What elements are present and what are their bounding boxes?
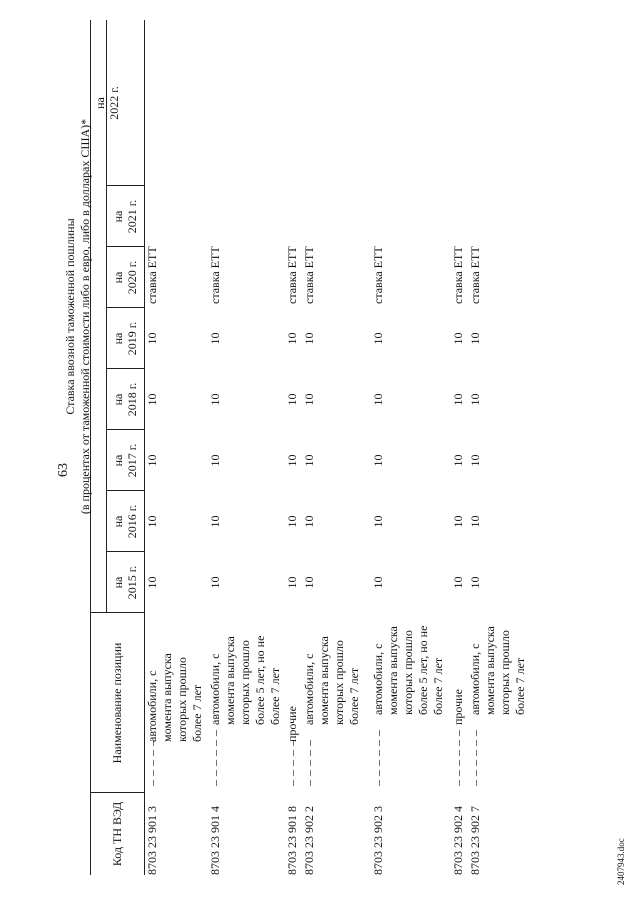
table-row-4-value-2017: 10 — [302, 454, 316, 467]
year-2022: 2022 г. — [107, 86, 121, 120]
table-row-2-desc-line-2: момента выпуска — [223, 636, 237, 725]
page-number: 63 — [56, 463, 71, 477]
table-row-1-value-2017: 10 — [145, 454, 159, 467]
table-row-5-desc-line-3: которых прошло — [401, 630, 415, 715]
table-row-1-desc-line-3: которых прошло — [175, 657, 189, 742]
table-row-2-desc-line-3: которых прошло — [238, 640, 252, 725]
table-row-1-value-2019: 10 — [145, 332, 159, 345]
table-row-2-value-2019: 10 — [208, 332, 222, 345]
table-row-7-dashes: – – – – – – — [468, 729, 482, 786]
table-row-1-value-2020: ставка ЕТТ — [145, 246, 159, 304]
table-row-7-code: 8703 23 902 7 — [468, 806, 482, 875]
table-row-7-value-2019: 10 — [468, 332, 482, 345]
table-row-6-desc-line-1: прочие — [451, 689, 465, 725]
table-row-5-desc-line-5: более 7 лет — [431, 657, 445, 715]
year-2021: 2021 г. — [125, 199, 139, 234]
table-row-4-desc-line-2: момента выпуска — [317, 636, 331, 725]
table-row-5-value-2016: 10 — [371, 515, 385, 528]
table-row-7-desc-line-3: которых прошло — [498, 630, 512, 715]
table-row-3-value-2015: 10 — [285, 576, 299, 589]
table-row-4-value-2016: 10 — [302, 515, 316, 528]
header-code: Код ТН ВЭД — [110, 801, 124, 867]
table-row-3-dashes: – – – – – — [285, 739, 299, 786]
table-row-5-value-2018: 10 — [371, 393, 385, 406]
table-row-4-dashes: – – – – – — [302, 739, 316, 786]
table-row-2-value-2017: 10 — [208, 454, 222, 467]
table-row-6-value-2018: 10 — [451, 393, 465, 406]
table-row-5-code: 8703 23 902 3 — [371, 806, 385, 875]
table-row-3-value-2019: 10 — [285, 332, 299, 345]
table-row-5-value-2019: 10 — [371, 332, 385, 345]
table-row-5-desc-line-1: автомобили, с — [371, 643, 385, 715]
table-row-5-value-2020: ставка ЕТТ — [371, 246, 385, 304]
table-row-7-value-2016: 10 — [468, 515, 482, 528]
table-row-4-desc-line-4: более 7 лет — [347, 667, 361, 725]
table-row-3-desc-line-1: прочие — [285, 706, 299, 742]
header-rate-title: Ставка ввозной таможенной пошлины — [63, 218, 77, 415]
table-row-7-value-2017: 10 — [468, 454, 482, 467]
table-row-2-value-2016: 10 — [208, 515, 222, 528]
table-row-6-value-2020: ставка ЕТТ — [451, 246, 465, 304]
table-row-1-value-2015: 10 — [145, 576, 159, 589]
table-row-3-value-2016: 10 — [285, 515, 299, 528]
table-row-1-value-2016: 10 — [145, 515, 159, 528]
table-row-5-desc-line-2: момента выпуска — [386, 626, 400, 715]
table-row-2-desc-line-4: более 5 лет, но не — [253, 635, 267, 725]
table-row-4-value-2019: 10 — [302, 332, 316, 345]
table-row-4-desc-line-3: которых прошло — [332, 640, 346, 725]
table-row-2-desc-line-5: более 7 лет — [268, 667, 282, 725]
table-row-6-code: 8703 23 902 4 — [451, 806, 465, 875]
table-row-7-desc-line-1: автомобили, с — [468, 643, 482, 715]
table-row-2-value-2018: 10 — [208, 393, 222, 406]
table-row-3-value-2020: ставка ЕТТ — [285, 246, 299, 304]
table-row-3-value-2017: 10 — [285, 454, 299, 467]
table-row-7-value-2020: ставка ЕТТ — [468, 246, 482, 304]
year-2018: 2018 г. — [125, 382, 139, 417]
year-2022-prefix: на — [93, 97, 107, 109]
table-row-5-value-2015: 10 — [371, 576, 385, 589]
table-row-6-value-2016: 10 — [451, 515, 465, 528]
table-row-3-value-2018: 10 — [285, 393, 299, 406]
year-2019: 2019 г. — [125, 321, 139, 356]
year-2021-prefix: на — [111, 210, 125, 223]
year-2018-prefix: на — [111, 393, 125, 406]
table-row-5-value-2017: 10 — [371, 454, 385, 467]
table-row-4-value-2015: 10 — [302, 576, 316, 589]
year-2017: 2017 г. — [125, 443, 139, 478]
year-2017-prefix: на — [111, 454, 125, 467]
year-2019-prefix: на — [111, 332, 125, 345]
table-row-4-value-2018: 10 — [302, 393, 316, 406]
table-row-1-value-2018: 10 — [145, 393, 159, 406]
table-row-6-value-2019: 10 — [451, 332, 465, 345]
year-2015: 2015 г. — [125, 565, 139, 600]
table-row-2-code: 8703 23 901 4 — [208, 806, 222, 875]
table-row-5-dashes: – – – – – – — [371, 729, 385, 786]
year-2020: 2020 г. — [125, 260, 139, 295]
table-row-1-dashes: – – – – – — [145, 739, 159, 786]
table-row-4-desc-line-1: автомобили, с — [302, 653, 316, 725]
table-row-2-value-2015: 10 — [208, 576, 222, 589]
header-name: Наименование позиции — [110, 642, 124, 764]
footer-doc-code: 2407943.doc — [616, 838, 626, 885]
table-row-1-desc-line-1: автомобили, с — [145, 670, 159, 742]
year-2016: 2016 г. — [125, 504, 139, 539]
table-row-6-value-2017: 10 — [451, 454, 465, 467]
table-row-2-dashes: – – – – – – — [208, 729, 222, 786]
year-2020-prefix: на — [111, 271, 125, 284]
table-row-4-code: 8703 23 902 2 — [302, 806, 316, 875]
year-2015-prefix: на — [111, 576, 125, 589]
table-row-7-value-2018: 10 — [468, 393, 482, 406]
table-row-7-desc-line-4: более 7 лет — [513, 657, 527, 715]
table-row-2-desc-line-1: автомобили, с — [208, 653, 222, 725]
table-row-7-desc-line-2: момента выпуска — [483, 626, 497, 715]
year-2016-prefix: на — [111, 515, 125, 528]
table-row-7-value-2015: 10 — [468, 576, 482, 589]
table-row-5-desc-line-4: более 5 лет, но не — [416, 625, 430, 715]
table-row-1-desc-line-4: более 7 лет — [190, 684, 204, 742]
table-row-4-value-2020: ставка ЕТТ — [302, 246, 316, 304]
header-rate-subtitle: (в процентах от таможенной стоимости либо в евро, либо в долларах США)* — [78, 118, 92, 515]
table-row-1-code: 8703 23 901 3 — [145, 806, 159, 875]
table-row-1-desc-line-2: момента выпуска — [160, 653, 174, 742]
table-row-3-code: 8703 23 901 8 — [285, 806, 299, 875]
table-row-6-value-2015: 10 — [451, 576, 465, 589]
table-row-2-value-2020: ставка ЕТТ — [208, 246, 222, 304]
table-row-6-dashes: – – – – – – — [451, 729, 465, 786]
